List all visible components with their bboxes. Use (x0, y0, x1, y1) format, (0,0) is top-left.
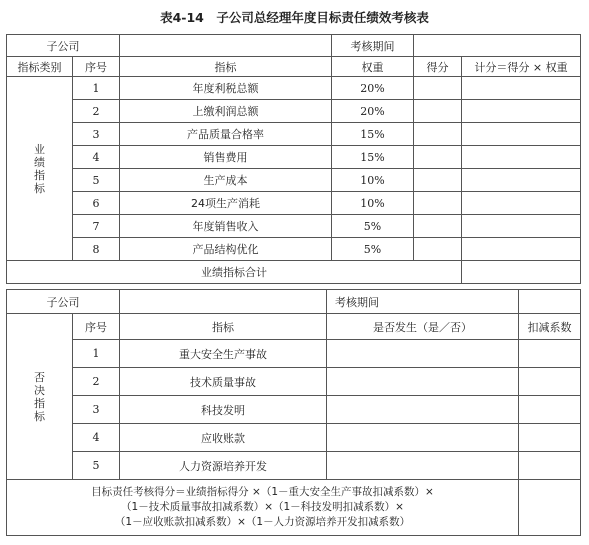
row-weight: 5% (332, 238, 414, 261)
row-calc-cell[interactable] (462, 146, 581, 169)
table-row (7, 424, 581, 452)
column-header-row (7, 314, 581, 340)
row-score-cell[interactable] (414, 215, 462, 238)
row-seq: 8 (73, 238, 120, 261)
table-row (7, 238, 581, 261)
header-weight: 权重 (332, 57, 414, 77)
row-score-cell[interactable] (414, 192, 462, 215)
row-weight: 15% (332, 146, 414, 169)
header-row-subsidiary (7, 35, 581, 57)
row-seq: 2 (73, 368, 120, 396)
period-label: 考核期间 (327, 290, 519, 314)
row-indicator: 生产成本 (120, 169, 332, 192)
row-calc-cell[interactable] (462, 215, 581, 238)
header-seq: 序号 (73, 314, 120, 340)
row-score-cell[interactable] (414, 238, 462, 261)
formula-result-cell[interactable] (519, 480, 581, 536)
row-weight: 20% (332, 77, 414, 100)
row-indicator: 产品结构优化 (120, 238, 332, 261)
header-indicator: 指标 (120, 57, 332, 77)
table-row (7, 192, 581, 215)
formula-line: （1－应收账款扣减系数）×（1－人力资源培养开发扣减系数） (114, 516, 411, 528)
row-indicator: 应收账款 (120, 424, 327, 452)
row-indicator: 24项生产消耗 (120, 192, 332, 215)
row-indicator: 销售费用 (120, 146, 332, 169)
table-row (7, 77, 581, 100)
row-seq: 4 (73, 146, 120, 169)
row-seq: 6 (73, 192, 120, 215)
row-weight: 10% (332, 192, 414, 215)
row-seq: 4 (73, 424, 120, 452)
row-occurred-cell[interactable] (327, 340, 519, 368)
row-score-cell[interactable] (414, 123, 462, 146)
subsidiary-value-cell[interactable] (120, 35, 332, 57)
total-value-cell[interactable] (462, 261, 581, 284)
formula-line: 目标责任考核得分＝业绩指标得分 ×（1－重大安全生产事故扣减系数）× (91, 486, 434, 498)
row-occurred-cell[interactable] (327, 368, 519, 396)
row-indicator: 人力资源培养开发 (120, 452, 327, 480)
period-value-cell[interactable] (519, 290, 581, 314)
performance-table (6, 34, 581, 284)
row-seq: 7 (73, 215, 120, 238)
row-deduction-cell[interactable] (519, 396, 581, 424)
header-calc: 计分＝得分 × 权重 (462, 57, 581, 77)
table-row (7, 146, 581, 169)
table-row (7, 215, 581, 238)
table-row (7, 123, 581, 146)
header-row-subsidiary (7, 290, 581, 314)
formula-line: （1－技术质量事故扣减系数）×（1－科技发明扣减系数）× (121, 501, 404, 513)
category-cell (7, 314, 73, 480)
row-occurred-cell[interactable] (327, 396, 519, 424)
row-indicator: 产品质量合格率 (120, 123, 332, 146)
header-category: 指标类别 (7, 57, 73, 77)
row-indicator: 科技发明 (120, 396, 327, 424)
header-score: 得分 (414, 57, 462, 77)
row-deduction-cell[interactable] (519, 452, 581, 480)
period-value-cell[interactable] (414, 35, 581, 57)
table-row (7, 169, 581, 192)
table-row (7, 452, 581, 480)
table-row (7, 100, 581, 123)
total-label: 业绩指标合计 (7, 261, 462, 284)
category-cell (7, 77, 73, 261)
row-weight: 15% (332, 123, 414, 146)
subsidiary-label: 子公司 (7, 35, 120, 57)
row-seq: 3 (73, 123, 120, 146)
row-deduction-cell[interactable] (519, 340, 581, 368)
row-seq: 1 (73, 340, 120, 368)
row-seq: 2 (73, 100, 120, 123)
row-calc-cell[interactable] (462, 169, 581, 192)
table-title: 表4-14 子公司总经理年度目标责任绩效考核表 (160, 10, 429, 25)
table-row (7, 396, 581, 424)
category-label: 否决指标 (34, 370, 45, 423)
row-deduction-cell[interactable] (519, 424, 581, 452)
row-indicator: 重大安全生产事故 (120, 340, 327, 368)
total-row (7, 261, 581, 284)
row-calc-cell[interactable] (462, 238, 581, 261)
row-calc-cell[interactable] (462, 123, 581, 146)
veto-table (6, 289, 581, 536)
row-seq: 1 (73, 77, 120, 100)
formula-cell (7, 480, 519, 536)
header-indicator: 指标 (120, 314, 327, 340)
row-indicator: 技术质量事故 (120, 368, 327, 396)
row-score-cell[interactable] (414, 169, 462, 192)
table-row (7, 340, 581, 368)
category-label: 业绩指标 (34, 142, 45, 195)
row-occurred-cell[interactable] (327, 452, 519, 480)
subsidiary-label: 子公司 (7, 290, 120, 314)
table-row (7, 368, 581, 396)
row-score-cell[interactable] (414, 146, 462, 169)
row-seq: 3 (73, 396, 120, 424)
row-weight: 20% (332, 100, 414, 123)
row-weight: 10% (332, 169, 414, 192)
header-seq: 序号 (73, 57, 120, 77)
row-score-cell[interactable] (414, 77, 462, 100)
row-calc-cell[interactable] (462, 100, 581, 123)
row-calc-cell[interactable] (462, 77, 581, 100)
formula-row (7, 480, 581, 536)
row-occurred-cell[interactable] (327, 424, 519, 452)
row-calc-cell[interactable] (462, 192, 581, 215)
column-header-row (7, 57, 581, 77)
subsidiary-value-cell[interactable] (120, 290, 327, 314)
row-seq: 5 (73, 452, 120, 480)
row-weight: 5% (332, 215, 414, 238)
row-indicator: 上缴利润总额 (120, 100, 332, 123)
header-deduction: 扣减系数 (519, 314, 581, 340)
row-indicator: 年度销售收入 (120, 215, 332, 238)
row-score-cell[interactable] (414, 100, 462, 123)
row-indicator: 年度利税总额 (120, 77, 332, 100)
row-seq: 5 (73, 169, 120, 192)
period-label: 考核期间 (332, 35, 414, 57)
header-occurred: 是否发生（是／否） (327, 314, 519, 340)
row-deduction-cell[interactable] (519, 368, 581, 396)
